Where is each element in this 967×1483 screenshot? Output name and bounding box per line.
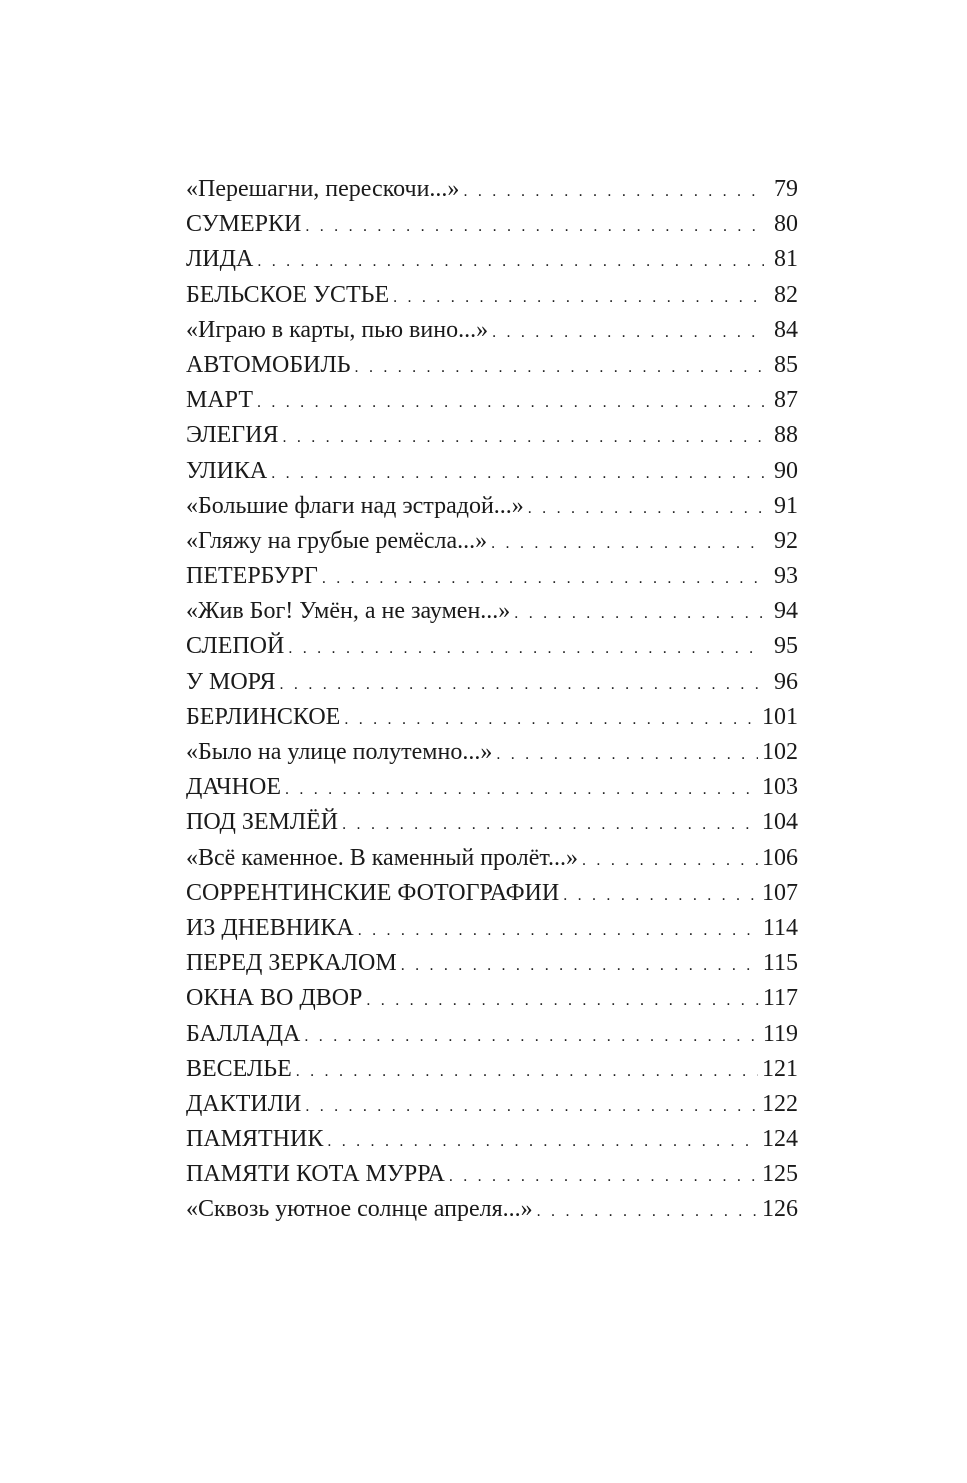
- toc-dot-leader: [463, 174, 764, 209]
- toc-entry[interactable]: [186, 770, 798, 805]
- toc-dot-leader: [344, 702, 758, 737]
- toc-dot-leader: [355, 350, 764, 385]
- toc-entry-title: «Играю в карты, пью вино...»: [186, 316, 489, 343]
- toc-entry-page-number: 126: [762, 1196, 798, 1223]
- toc-dot-leader: [537, 1194, 758, 1229]
- toc-dot-leader: [327, 1124, 758, 1159]
- toc-entry-title: ДАКТИЛИ: [186, 1090, 302, 1117]
- toc-dot-leader: [280, 667, 764, 702]
- toc-entry[interactable]: [186, 665, 798, 700]
- toc-dot-leader: [285, 772, 758, 807]
- toc-entry-page-number: 107: [762, 879, 798, 906]
- toc-dot-leader: [288, 631, 764, 666]
- toc-entry-page-number: 102: [762, 739, 798, 765]
- toc-entry-page-number: 103: [762, 774, 798, 801]
- toc-entry-title: СЛЕПОЙ: [186, 633, 285, 660]
- toc-entry-title: «Перешагни, перескочи...»: [186, 176, 460, 202]
- toc-entry[interactable]: [186, 876, 798, 911]
- toc-entry-title: «Было на улице полутемно...»: [186, 739, 493, 765]
- toc-dot-leader: [257, 385, 764, 420]
- toc-dot-leader: [366, 983, 758, 1018]
- toc-entry-page-number: 96: [774, 668, 798, 695]
- toc-dot-leader: [257, 244, 764, 279]
- toc-dot-leader: [514, 596, 764, 631]
- toc-dot-leader: [358, 913, 759, 948]
- toc-entry-title: ЭЛЕГИЯ: [186, 422, 279, 449]
- table-of-contents: [186, 172, 798, 1228]
- toc-entry-page-number: 95: [774, 633, 798, 660]
- toc-entry-page-number: 91: [774, 492, 798, 519]
- toc-dot-leader: [492, 315, 764, 350]
- toc-dot-leader: [305, 1089, 758, 1124]
- toc-entry-title: «Жив Бог! Умён, а не заумен...»: [186, 598, 511, 625]
- toc-entry[interactable]: [186, 489, 798, 524]
- toc-entry-title: БАЛЛАДА: [186, 1020, 301, 1047]
- toc-entry-title: ПАМЯТНИК: [186, 1126, 324, 1153]
- toc-dot-leader: [304, 1019, 759, 1054]
- toc-entry-page-number: 79: [774, 176, 798, 202]
- toc-dot-leader: [393, 280, 764, 315]
- toc-dot-leader: [322, 561, 764, 596]
- toc-entry-page-number: 101: [762, 703, 798, 730]
- toc-entry[interactable]: [186, 1052, 798, 1087]
- toc-entry-page-number: 93: [774, 563, 798, 590]
- toc-entry-page-number: 94: [774, 598, 798, 625]
- toc-dot-leader: [491, 526, 764, 561]
- toc-dot-leader: [342, 807, 758, 842]
- toc-entry[interactable]: [186, 841, 798, 876]
- toc-entry[interactable]: [186, 594, 798, 629]
- toc-entry-title: ПЕРЕД ЗЕРКАЛОМ: [186, 950, 397, 977]
- toc-entry[interactable]: [186, 911, 798, 946]
- toc-entry-title: АВТОМОБИЛЬ: [186, 351, 351, 378]
- toc-entry[interactable]: [186, 313, 798, 348]
- toc-entry-page-number: 121: [762, 1055, 798, 1082]
- toc-entry-title: «Сквозь уютное солнце апреля...»: [186, 1196, 533, 1223]
- toc-entry[interactable]: [186, 1017, 798, 1052]
- toc-dot-leader: [271, 456, 764, 491]
- toc-entry[interactable]: [186, 348, 798, 383]
- toc-entry[interactable]: [186, 1087, 798, 1122]
- toc-entry[interactable]: [186, 418, 798, 453]
- toc-entry-page-number: 115: [762, 950, 798, 977]
- toc-dot-leader: [563, 878, 758, 913]
- toc-entry-page-number: 117: [762, 985, 798, 1012]
- toc-dot-leader: [296, 1054, 758, 1089]
- toc-entry-title: ДАЧНОЕ: [186, 774, 281, 801]
- toc-entry-title: УЛИКА: [186, 457, 268, 484]
- toc-entry[interactable]: [186, 981, 798, 1016]
- toc-dot-leader: [528, 491, 764, 526]
- toc-entry-title: ОКНА ВО ДВОР: [186, 985, 363, 1012]
- toc-entry[interactable]: [186, 946, 798, 981]
- toc-entry-page-number: 125: [762, 1161, 798, 1188]
- toc-entry-title: ЛИДА: [186, 246, 254, 273]
- toc-entry[interactable]: [186, 383, 798, 418]
- toc-entry-page-number: 84: [774, 316, 798, 343]
- toc-entry[interactable]: [186, 207, 798, 242]
- toc-dot-leader: [449, 1159, 758, 1194]
- toc-entry[interactable]: [186, 805, 798, 840]
- toc-entry-title: МАРТ: [186, 387, 253, 414]
- toc-entry[interactable]: [186, 242, 798, 277]
- toc-entry-page-number: 82: [774, 281, 798, 308]
- toc-entry-title: ПАМЯТИ КОТА МУРРА: [186, 1161, 445, 1188]
- toc-entry-page-number: 114: [762, 914, 798, 941]
- toc-dot-leader: [496, 737, 758, 772]
- toc-entry[interactable]: [186, 629, 798, 664]
- toc-entry-title: ИЗ ДНЕВНИКА: [186, 914, 354, 941]
- toc-entry[interactable]: [186, 172, 798, 207]
- toc-entry-page-number: 85: [774, 351, 798, 378]
- toc-dot-leader: [282, 420, 764, 455]
- toc-entry-page-number: 88: [774, 422, 798, 449]
- toc-entry[interactable]: [186, 735, 798, 770]
- toc-entry[interactable]: [186, 524, 798, 559]
- toc-entry[interactable]: [186, 278, 798, 313]
- toc-entry-page-number: 122: [762, 1090, 798, 1117]
- toc-dot-leader: [305, 209, 764, 244]
- toc-entry[interactable]: [186, 700, 798, 735]
- toc-entry[interactable]: [186, 559, 798, 594]
- toc-entry-page-number: 87: [774, 387, 798, 414]
- toc-entry[interactable]: [186, 1122, 798, 1157]
- toc-entry-page-number: 104: [762, 809, 798, 836]
- toc-entry-title: У МОРЯ: [186, 668, 276, 695]
- toc-entry-title: СОРРЕНТИНСКИЕ ФОТОГРАФИИ: [186, 879, 560, 906]
- toc-entry-page-number: 124: [762, 1126, 798, 1153]
- toc-entry-title: «Большие флаги над эстрадой...»: [186, 492, 524, 519]
- toc-entry-title: БЕРЛИНСКОЕ: [186, 703, 341, 730]
- toc-entry-page-number: 106: [762, 844, 798, 871]
- toc-entry-title: «Гляжу на грубые ремёсла...»: [186, 527, 488, 554]
- toc-entry-title: ПЕТЕРБУРГ: [186, 563, 318, 590]
- toc-dot-leader: [401, 948, 759, 983]
- toc-dot-leader: [582, 843, 758, 878]
- toc-entry-page-number: 92: [774, 527, 798, 554]
- toc-entry[interactable]: [186, 454, 798, 489]
- toc-entry-title: ПОД ЗЕМЛЁЙ: [186, 809, 339, 836]
- toc-entry-title: «Всё каменное. В каменный пролёт...»: [186, 844, 579, 871]
- toc-entry-page-number: 90: [774, 457, 798, 484]
- toc-entry-title: ВЕСЕЛЬЕ: [186, 1055, 292, 1082]
- toc-entry[interactable]: [186, 1192, 798, 1227]
- toc-entry-page-number: 80: [774, 211, 798, 238]
- toc-entry-title: БЕЛЬСКОЕ УСТЬЕ: [186, 281, 390, 308]
- toc-entry-title: СУМЕРКИ: [186, 211, 302, 238]
- toc-entry-page-number: 81: [774, 246, 798, 273]
- toc-entry-page-number: 119: [762, 1020, 798, 1047]
- toc-entry[interactable]: [186, 1157, 798, 1192]
